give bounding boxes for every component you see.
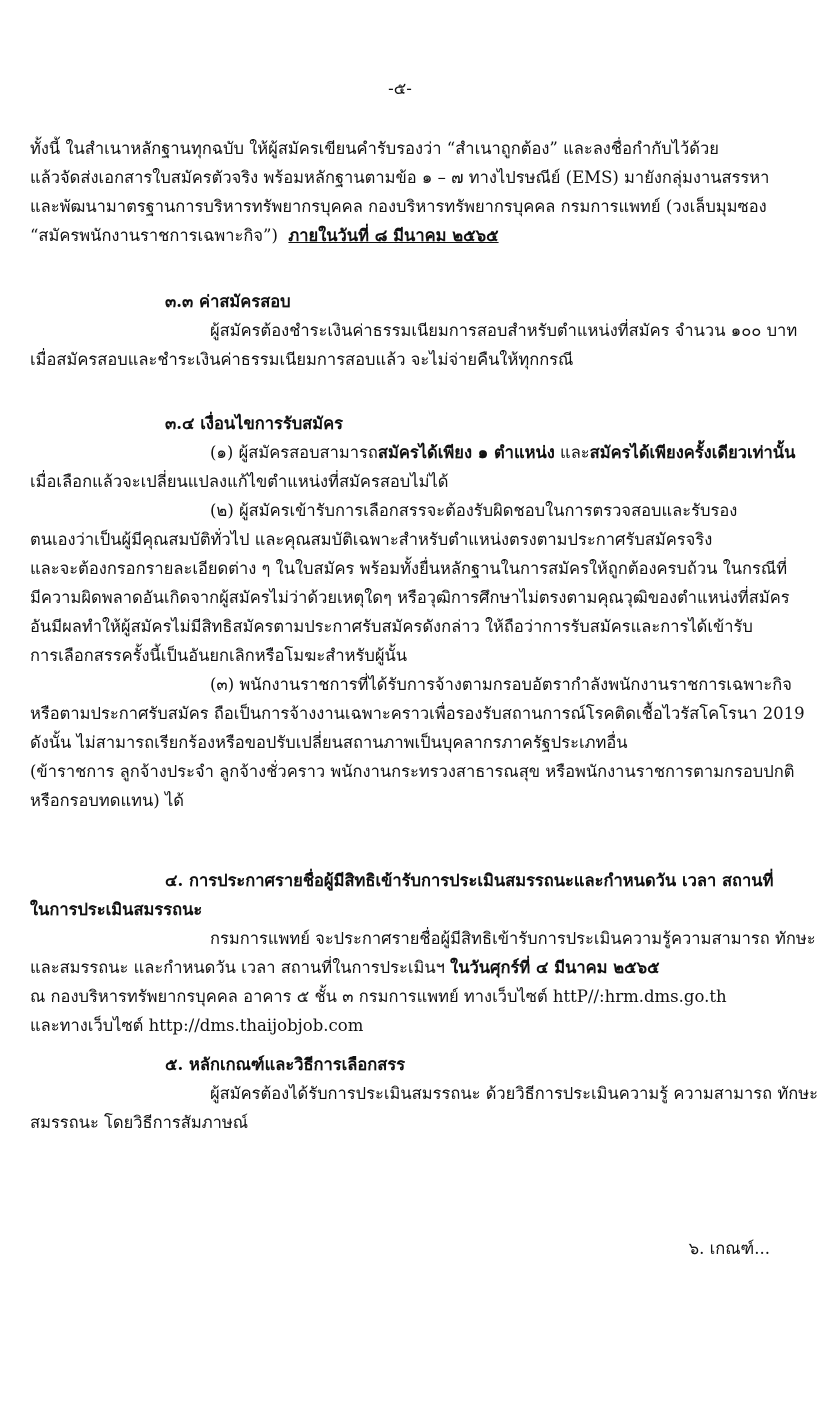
paragraph-line xyxy=(30,953,770,982)
intro-line xyxy=(30,221,770,250)
condition-1-bold: สมัครได้เพียงครั้งเดียวเท่านั้น xyxy=(589,443,796,462)
page-number: -๕- xyxy=(388,79,412,98)
paragraph-line: สมรรถนะ โดยวิธีการสัมภาษณ์ xyxy=(30,1113,249,1132)
condition-2-line: และจะต้องกรอกรายละเอียดต่าง ๆ ในใบสมัคร พร้อมทั้งยื่นหลักฐานในการสมัครให้ถูกต้องครบถ้วน ในกรณีที่ xyxy=(30,559,788,578)
paragraph-line: ผู้สมัครต้องได้รับการประเมินสมรรถนะ ด้วยวิธีการประเมินความรู้ ความสามารถ ทักษะ xyxy=(210,1084,818,1103)
condition-2-line: มีความผิดพลาดอันเกิดจากผู้สมัครไม่ว่าด้วยเหตุใดๆ หรือวุฒิการศึกษาไม่ตรงตามคุณวุฒิของตำแหน่งที่สมัคร xyxy=(30,588,790,607)
section-heading: ๓.๓ ค่าสมัครสอบ xyxy=(165,292,291,311)
intro-paragraph xyxy=(30,134,770,250)
paragraph-line: กรมการแพทย์ จะประกาศรายชื่อผู้มีสิทธิเข้ารับการประเมินความรู้ความสามารถ ทักษะ xyxy=(210,929,816,948)
intro-text: “สมัครพนักงานราชการเฉพาะกิจ”) xyxy=(30,226,278,245)
section-heading: ๔. การประกาศรายชื่อผู้มีสิทธิเข้ารับการประเมินสมรรถนะและกำหนดวัน เวลา สถานที่ xyxy=(165,871,774,890)
condition-1-text: (๑) ผู้สมัครสอบสามารถ xyxy=(210,443,378,462)
condition-2-line: ตนเองว่าเป็นผู้มีคุณสมบัติทั่วไป และคุณสมบัติเฉพาะสำหรับตำแหน่งตรงตามประกาศรับสมัครจริง xyxy=(30,530,713,549)
condition-1-text: และ xyxy=(554,443,590,462)
deadline-text: ภายในวันที่ ๘ มีนาคม ๒๕๖๕ xyxy=(288,226,499,245)
section-heading: ในการประเมินสมรรถนะ xyxy=(30,900,203,919)
paragraph-line: และทางเว็บไซต์ http://dms.thaijobjob.com xyxy=(30,1016,364,1035)
condition-2-line: อันมีผลทำให้ผู้สมัครไม่มีสิทธิสมัครตามประกาศรับสมัครดังกล่าว ให้ถือว่าการรับสมัครและการได้เข้ารับ xyxy=(30,617,753,636)
section-4 xyxy=(30,866,816,1040)
announcement-date: ในวันศุกร์ที่ ๔ มีนาคม ๒๕๖๕ xyxy=(450,958,660,977)
condition-2-line: การเลือกสรรครั้งนี้เป็นอันยกเลิกหรือโมฆะสำหรับผู้นั้น xyxy=(30,646,408,665)
section-3-3 xyxy=(30,287,798,374)
condition-3-line: (๓) พนักงานราชการที่ได้รับการจ้างตามกรอบอัตรากำลังพนักงานราชการเฉพาะกิจ xyxy=(210,675,792,694)
condition-1-bold: สมัครได้เพียง ๑ ตำแหน่ง xyxy=(377,443,555,462)
condition-2-line: (๒) ผู้สมัครเข้ารับการเลือกสรรจะต้องรับผิดชอบในการตรวจสอบและรับรอง xyxy=(210,501,738,520)
condition-1-line xyxy=(30,438,796,467)
paragraph-line: เมื่อสมัครสอบและชำระเงินค่าธรรมเนียมการสอบแล้ว จะไม่จ่ายคืนให้ทุกกรณี xyxy=(30,350,574,369)
condition-3-line: (ข้าราชการ ลูกจ้างประจำ ลูกจ้างชั่วคราว พนักงานกระทรวงสาธารณสุข หรือพนักงานราชการตามกรอบปกติ xyxy=(30,762,795,781)
condition-3-line: หรือตามประกาศรับสมัคร ถือเป็นการจ้างงานเฉพาะคราวเพื่อรองรับสถานการณ์โรคติดเชื้อไวรัสโคโรนา 2019 xyxy=(30,704,805,723)
intro-line: แล้วจัดส่งเอกสารใบสมัครตัวจริง พร้อมหลักฐานตามข้อ ๑ – ๗ ทางไปรษณีย์ (EMS) มายังกลุ่มงานสรรหา xyxy=(30,168,770,187)
section-3-4 xyxy=(30,409,805,815)
intro-line: ทั้งนี้ ในสำเนาหลักฐานทุกฉบับ ให้ผู้สมัครเขียนคำรับรองว่า “สำเนาถูกต้อง” และลงชื่อกำกับไว้ด้วย xyxy=(30,139,719,158)
section-5 xyxy=(30,1050,818,1137)
section-heading: ๓.๔ เงื่อนไขการรับสมัคร xyxy=(165,414,344,433)
paragraph-line: ณ กองบริหารทรัพยากรบุคคล อาคาร ๕ ชั้น ๓ กรมการแพทย์ ทางเว็บไซต์ httP//:hrm.dms.go.th xyxy=(30,987,727,1006)
condition-3-line: หรือกรอบทดแทน) ได้ xyxy=(30,791,184,810)
condition-1-line: เมื่อเลือกแล้วจะเปลี่ยนแปลงแก้ไขตำแหน่งที่สมัครสอบไม่ได้ xyxy=(30,472,449,491)
condition-3-line: ดังนั้น ไม่สามารถเรียกร้องหรือขอปรับเปลี่ยนสถานภาพเป็นบุคลากรภาครัฐประเภทอื่น xyxy=(30,733,628,752)
continuation-marker: ๖. เกณฑ์... xyxy=(688,1239,770,1258)
announcement-text: และสมรรถนะ และกำหนดวัน เวลา สถานที่ในการประเมินฯ xyxy=(30,958,451,977)
intro-line: และพัฒนามาตรฐานการบริหารทรัพยากรบุคคล กองบริหารทรัพยากรบุคคล กรมการแพทย์ (วงเล็บมุมซอง xyxy=(30,197,767,216)
paragraph-line: ผู้สมัครต้องชำระเงินค่าธรรมเนียมการสอบสำหรับตำแหน่งที่สมัคร จำนวน ๑๐๐ บาท xyxy=(210,321,798,340)
section-heading: ๕. หลักเกณฑ์และวิธีการเลือกสรร xyxy=(165,1055,406,1074)
